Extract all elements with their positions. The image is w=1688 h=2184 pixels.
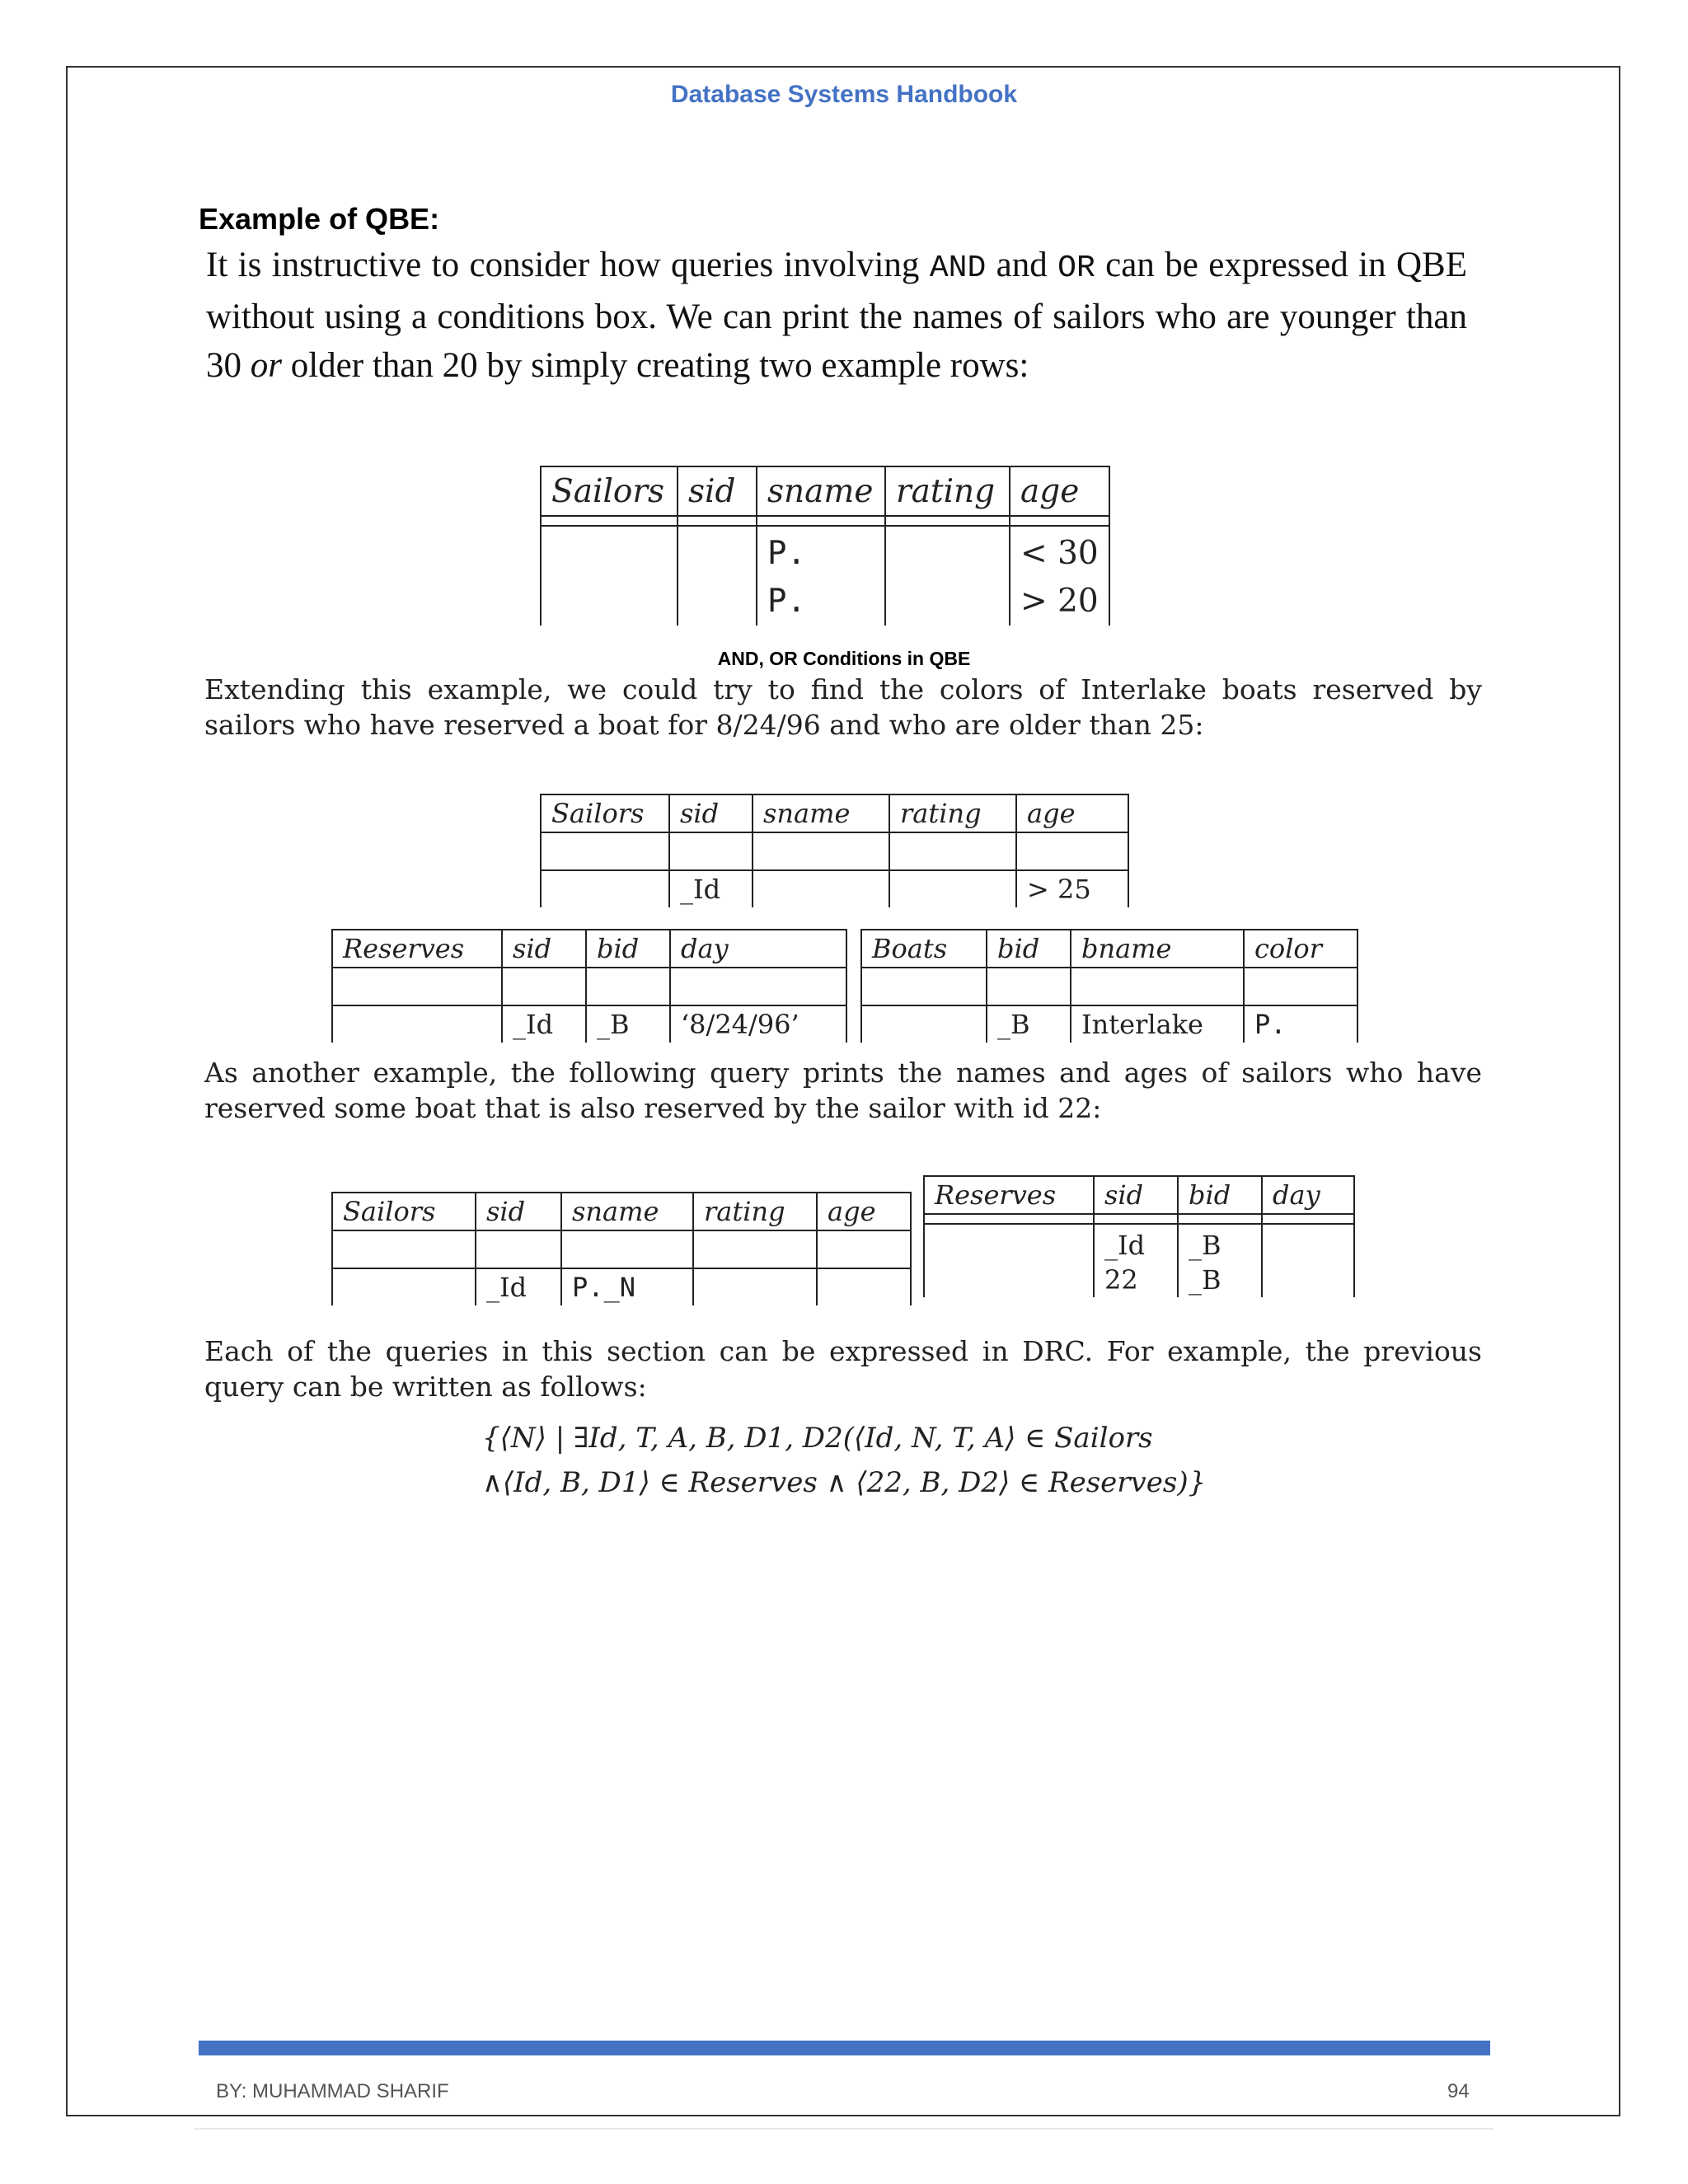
paragraph-2: Extending this example, we could try to find the colors of Interlake boats reserved by sailors who have reserved a boat for 8/24/96 and who are older than 25: — [204, 673, 1482, 741]
table-cell: Interlake — [1071, 1005, 1244, 1043]
table-header-cell: sname — [757, 466, 885, 516]
table-header-cell: rating — [693, 1193, 817, 1230]
table-cell — [935, 1228, 1083, 1263]
drc-formula-line-1: {⟨N⟩ | ∃Id, T, A, B, D1, D2(⟨Id, N, T, A⟩ ∈ Sailors — [482, 1422, 1153, 1455]
table-header-cell: sname — [561, 1193, 693, 1230]
table-header-row — [924, 1176, 1354, 1214]
table-cell: > 20 — [1020, 583, 1099, 620]
table-cell — [332, 1005, 502, 1043]
table-header-cell: Sailors — [541, 466, 678, 516]
table-header-row — [541, 794, 1128, 832]
table-cell — [861, 1005, 987, 1043]
table-cell: P. — [1244, 1005, 1357, 1043]
table-cell — [1273, 1228, 1343, 1263]
table-cell — [817, 1268, 911, 1305]
intro-keyword-or: OR — [1057, 251, 1095, 286]
intro-paragraph — [206, 241, 1467, 390]
table-cell — [332, 1268, 476, 1305]
table-cell — [1273, 1263, 1343, 1297]
intro-text-2: and — [986, 246, 1058, 284]
table-cell — [896, 578, 999, 626]
footer-bar — [199, 2041, 1490, 2055]
table-header-cell: day — [670, 930, 846, 968]
table-cell: _B — [1189, 1230, 1221, 1261]
drc-formula-line-2: ∧⟨Id, B, D1⟩ ∈ Reserves ∧ ⟨22, B, D2⟩ ∈ Reserves)} — [482, 1466, 1207, 1499]
table-cell: 22 — [1104, 1264, 1138, 1296]
table-header-cell: age — [817, 1193, 911, 1230]
table-header-cell: rating — [885, 466, 1010, 516]
table-header-cell: age — [1010, 466, 1109, 516]
intro-text-3: can be expressed in QBE without using a conditions box. We can print the names of sailors who are younger than 30 — [206, 246, 1468, 385]
table-header-cell: bname — [1071, 930, 1244, 968]
table-header-cell: Reserves — [332, 930, 502, 968]
table-header-cell: bid — [987, 930, 1071, 968]
qbe-table-sailors-3 — [331, 1192, 912, 1305]
table-row — [332, 1268, 911, 1305]
table-cell — [693, 1268, 817, 1305]
table-cell — [753, 870, 889, 907]
table-header-cell: day — [1262, 1176, 1354, 1214]
qbe-table-sailors-2 — [540, 794, 1129, 907]
table-cell — [889, 870, 1016, 907]
section-title: Example of QBE: — [199, 202, 440, 236]
table-header-cell: bid — [1178, 1176, 1262, 1214]
intro-keyword-and: AND — [929, 251, 987, 286]
intro-text-1: It is instructive to consider how queries involving — [206, 246, 930, 284]
table-header-cell: rating — [889, 794, 1016, 832]
table-header-cell: bid — [586, 930, 670, 968]
qbe-table-boats — [860, 929, 1358, 1043]
table-cell: < 30 — [1020, 535, 1099, 572]
table-header-cell: sid — [669, 794, 753, 832]
table-cell: P. — [767, 583, 806, 620]
table-cell: _Id — [476, 1268, 561, 1305]
intro-emphasis-or: or — [250, 346, 282, 385]
table-header-cell: sid — [502, 930, 586, 968]
table-header-cell: sid — [678, 466, 757, 516]
table-cell — [541, 870, 669, 907]
qbe-table-reserves-1 — [331, 929, 847, 1043]
table-cell: ‘8/24/96’ — [670, 1005, 846, 1043]
table-header-row — [332, 930, 846, 968]
table-cell — [688, 578, 746, 626]
table-cell: _B — [1189, 1264, 1221, 1296]
table-cell: > 25 — [1016, 870, 1128, 907]
table-cell: _Id — [669, 870, 753, 907]
table-row — [861, 1005, 1357, 1043]
table-header-cell: Boats — [861, 930, 987, 968]
table-row — [541, 870, 1128, 907]
figure-caption: AND, OR Conditions in QBE — [717, 648, 971, 669]
table-header-cell: Reserves — [924, 1176, 1094, 1214]
table-cell — [935, 1263, 1083, 1297]
table-cell: _Id — [1104, 1230, 1146, 1261]
table-row — [541, 526, 1109, 626]
table-cell: _B — [987, 1005, 1071, 1043]
table-header-row — [861, 930, 1357, 968]
table-header-cell: color — [1244, 930, 1357, 968]
intro-text-4: older than 20 by simply creating two example rows: — [281, 346, 1029, 385]
table-cell: _B — [586, 1005, 670, 1043]
table-cell — [551, 578, 667, 626]
table-cell: P._N — [561, 1268, 693, 1305]
table-header-cell: sname — [753, 794, 889, 832]
qbe-table-reserves-2 — [923, 1175, 1355, 1297]
table-cell — [896, 530, 999, 578]
paragraph-4: Each of the queries in this section can be expressed in DRC. For example, the previous query can be written as follows: — [204, 1335, 1482, 1403]
table-header-cell: sid — [476, 1193, 561, 1230]
paragraph-3: As another example, the following query prints the names and ages of sailors who have reserved some boat that is also reserved by the sailor with id 22: — [204, 1057, 1482, 1124]
table-header-row — [332, 1193, 911, 1230]
table-cell — [688, 530, 746, 578]
qbe-table-sailors-or — [540, 466, 1110, 626]
table-header-cell: Sailors — [332, 1193, 476, 1230]
table-cell — [551, 530, 667, 578]
table-row — [332, 1005, 846, 1043]
table-header-cell: age — [1016, 794, 1128, 832]
footer-author: BY: MUHAMMAD SHARIF — [216, 2080, 449, 2102]
page-header: Database Systems Handbook — [670, 81, 1018, 108]
footer-divider — [194, 2128, 1493, 2130]
table-header-cell: Sailors — [541, 794, 669, 832]
footer-page-number: 94 — [1447, 2080, 1470, 2102]
table-header-row — [541, 466, 1109, 516]
table-cell: P. — [767, 535, 806, 572]
table-header-cell: sid — [1094, 1176, 1178, 1214]
table-row — [924, 1224, 1354, 1297]
table-cell: _Id — [502, 1005, 586, 1043]
